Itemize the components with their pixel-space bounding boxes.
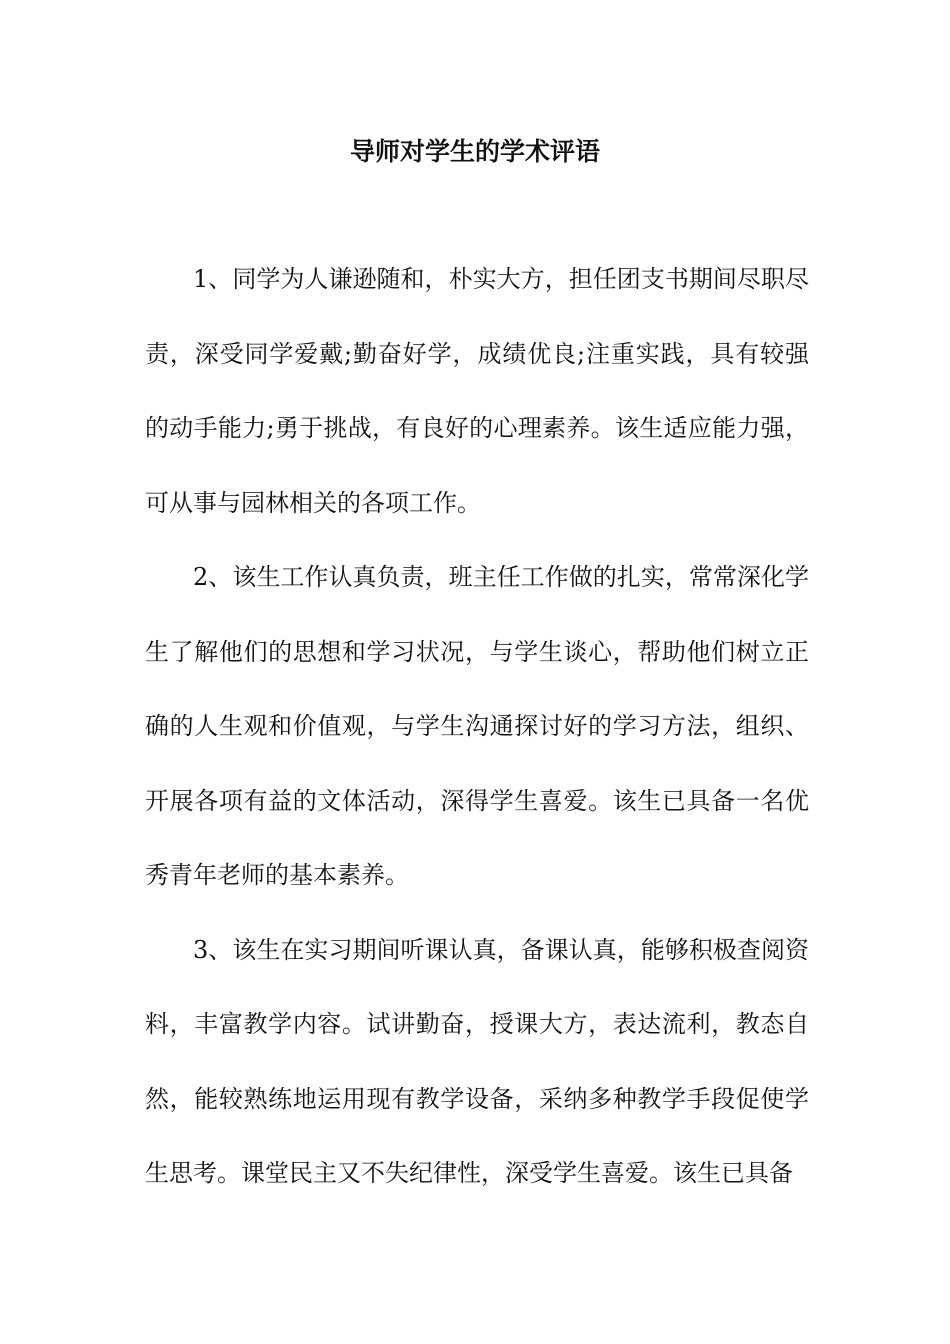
paragraph-3: 3、该生在实习期间听课认真，备课认真，能够积极查阅资料，丰富教学内容。试讲勤奋，授课大方，表达流利，教态自然，能较熟练地运用现有教学设备，采纳多种教学手段促使学生思考。课堂民主又不失纪律性，深受学生喜爱。该生已具备 <box>145 935 809 1187</box>
paragraph-2: 2、该生工作认真负责，班主任工作做的扎实，常常深化学生了解他们的思想和学习状况，与学生谈心，帮助他们树立正确的人生观和价值观，与学生沟通探讨好的学习方法，组织、开展各项有益的文体活动，深得学生喜爱。该生已具备一名优秀青年老师的基本素养。 <box>145 563 809 889</box>
document-body <box>145 242 809 1211</box>
document-title: 导师对学生的学术评语 <box>349 137 600 166</box>
paragraph-1: 1、同学为人谦逊随和，朴实大方，担任团支书期间尽职尽责，深受同学爱戴;勤奋好学，成绩优良;注重实践，具有较强的动手能力;勇于挑战，有良好的心理素养。该生适应能力强，可从事与园林相关的各项工作。 <box>145 265 809 517</box>
